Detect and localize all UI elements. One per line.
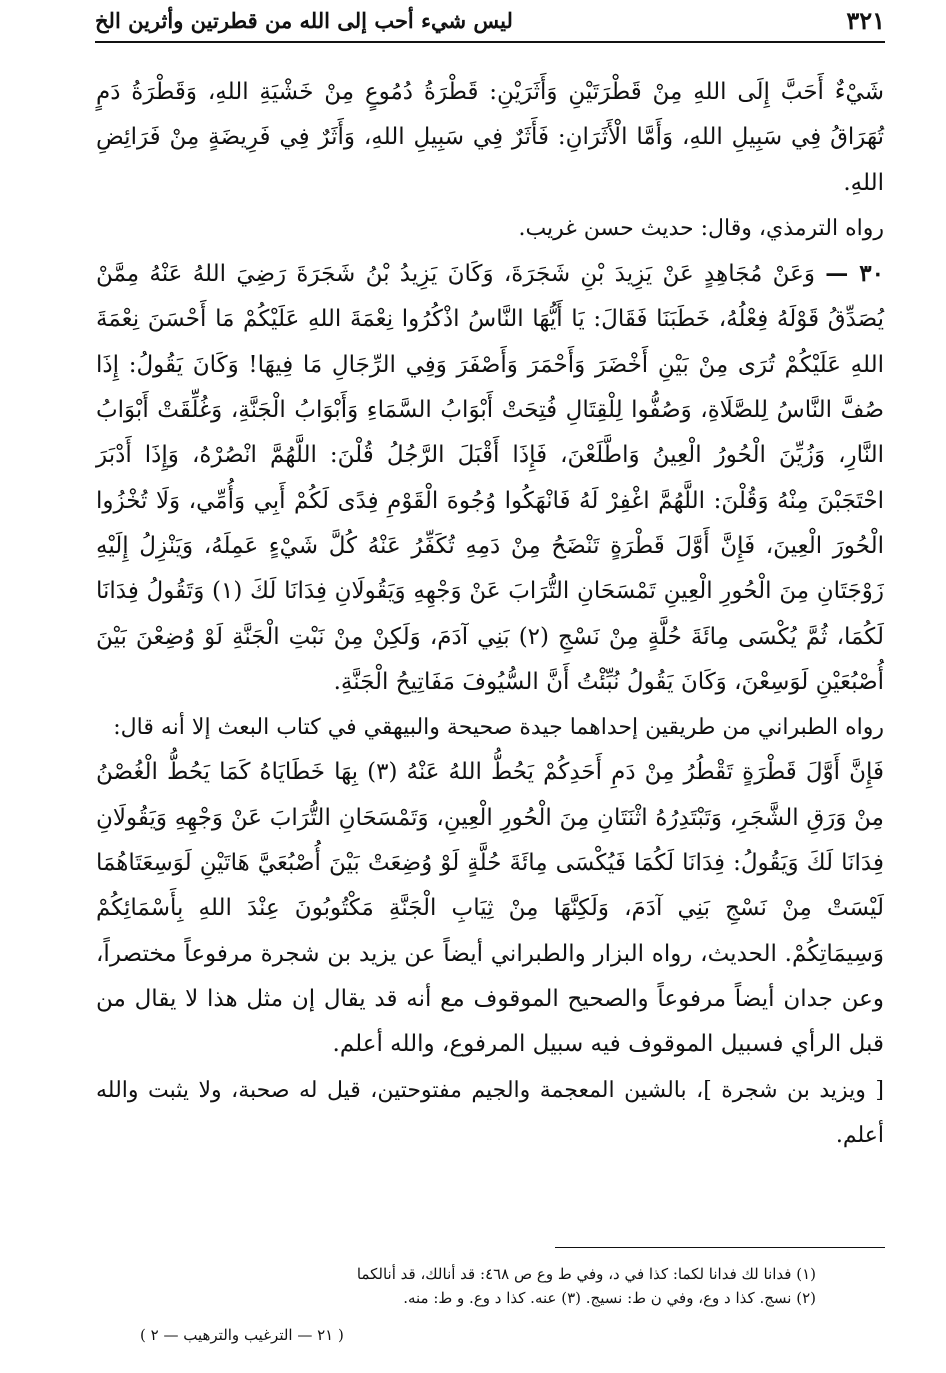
narration-source: رواه الطبراني من طريقين إحداهما جيدة صحيحة والبيهقي في كتاب البعث إلا أنه قال: xyxy=(113,715,884,741)
hadith-continuation: شَيْءٌ أَحَبَّ إِلَى اللهِ مِنْ قَطْرَتَيْنِ وَأَثَرَيْنِ: قَطْرَةُ دُمُوعٍ مِنْ خَشْيَةِ اللهِ، وَقَطْرَةُ دَمٍ تُهَرَاقُ فِي سَبِيلِ اللهِ، وَأَمَّا الْأَثَرَانِ: فَأَثَرٌ فِي سَبِيلِ اللهِ، وَأَثَرٌ فِي فَرِيضَةٍ مِنْ فَرَائِضِ اللهِ. xyxy=(96,79,884,196)
footnotes xyxy=(96,1262,816,1310)
hadith-30-text: وَعَنْ مُجَاهِدٍ عَنْ يَزِيدَ بْنِ شَجَرَةَ، وَكَانَ يَزِيدُ بْنُ شَجَرَةَ رَضِيَ اللهُ عَنْهُ مِمَّنْ يُصَدِّقُ قَوْلَهُ فِعْلُهُ، خَطَبَنَا فَقَالَ: يَا أَيُّهَا النَّاسُ اذْكُرُوا نِعْمَةَ اللهِ عَلَيْكُمْ مَا أَحْسَنَ نِعْمَةَ اللهِ عَلَيْكُمْ تُرَى مِنْ بَيْنِ أَخْضَرَ وَأَحْمَرَ وَأَصْفَرَ وَفِي الرِّجَالِ مَا فِيهَا! وَكَانَ يَقُولُ: إِذَا صُفَّ النَّاسُ لِلصَّلَاةِ، وَصُفُّوا لِلْقِتَالِ فُتِحَتْ أَبْوَابُ السَّمَاءِ وَأَبْوَابُ الْجَنَّةِ، وَغُلِّقَتْ أَبْوَابُ النَّارِ، وَزُيِّنَ الْحُورُ الْعِينُ وَاطَّلَعْنَ، فَإِذَا أَقْبَلَ الرَّجُلُ قُلْنَ: اللَّهُمَّ انْصُرْهُ، وَإِذَا أَدْبَرَ احْتَجَبْنَ مِنْهُ وَقُلْنَ: اللَّهُمَّ اغْفِرْ لَهُ فَانْهَكُوا وُجُوهَ الْقَوْمِ فِدًى لَكُمْ أَبِي وَأُمِّي، وَلَا تُخْزُوا الْحُورَ الْعِينَ، فَإِنَّ أَوَّلَ قَطْرَةٍ تَنْضَحُ مِنْ دَمِهِ تُكَفِّرُ عَنْهُ كُلَّ شَيْءٍ عَمِلَهُ، وَيَنْزِلُ إِلَيْهِ زَوْجَتَانِ مِنَ الْحُورِ الْعِينِ تَمْسَحَانِ التُّرَابَ عَنْ وَجْهِهِ وَيَقُولَانِ فِدَانَا لَكَ (١) وَتَقُولُ فِدَانَا لَكُمَا، ثُمَّ يُكْسَى مِائَةَ حُلَّةٍ مِنْ نَسْجِ (٢) بَنِي آدَمَ، وَلَكِنْ مِنْ نَبْتِ الْجَنَّةِ لَوْ وُضِعْنَ بَيْنَ أُصْبُعَيْنِ لَوَسِعْنَ، وَكَانَ يَقُولُ نُبِّئْتُ أَنَّ السُّيُوفَ مَفَاتِيحُ الْجَنَّةِ. xyxy=(96,261,885,695)
footnote: (٢) نسج. كذا د وع، وفي ن ط: نسيج. (٣) عنه. كذا د وع. و ط: منه. xyxy=(403,1289,816,1307)
footnote: (١) فدانا لك فدانا لكما: كذا في د، وفي ط وع ص ٤٦٨: قد أنالك، قد أنالكما xyxy=(356,1265,816,1283)
narrator-note: [ ويزيد بن شجرة ]، بالشين المعجمة والجيم مفتوحتين، قيل له صحبة، ولا يثبت والله أعلم. xyxy=(96,1077,884,1148)
header-rule xyxy=(95,41,885,43)
page-header xyxy=(95,6,885,38)
running-title: ليس شيء أحب إلى الله من قطرتين وأثرين الخ xyxy=(95,8,513,33)
narration-source: رواه الترمذي، وقال: حديث حسن غريب. xyxy=(518,215,884,241)
page-number: ٣٢١ xyxy=(846,6,885,35)
hadith-30 xyxy=(96,251,884,705)
hadith-number: ٣٠ — xyxy=(825,260,884,288)
variant-narration: فَإِنَّ أَوَّلَ قَطْرَةٍ تَقْطُرُ مِنْ دَمِ أَحَدِكُمْ يَحُطُّ اللهُ عَنْهُ (٣) بِهَا خَطَايَاهُ كَمَا يَحُطُّ الْغُصْنُ مِنْ وَرَقِ الشَّجَرِ، وَتَبْتَدِرُهُ اثْنَتَانِ مِنَ الْحُورِ الْعِينِ، وَتَمْسَحَانِ التُّرَابَ عَنْ وَجْهِهِ وَيَقُولَانِ فِدَانَا لَكَ وَيَقُولُ: فِدَانَا لَكُمَا فَيُكْسَى مِائَةَ حُلَّةٍ لَوْ وُضِعَتْ بَيْنَ أُصْبُعَيَّ هَاتَيْنِ لَوَسِعَتَاهُمَا لَيْسَتْ مِنْ نَسْجِ بَنِي آدَمَ، وَلَكِنَّهَا مِنْ ثِيَابِ الْجَنَّةِ مَكْتُوبُونَ عِنْدَ اللهِ بِأَسْمَائِكُمْ وَسِيمَاتِكُمْ. الحديث، رواه البزار والطبراني أيضاً عن يزيد بن شجرة مرفوعاً مختصراً، وعن جدان أيضاً مرفوعاً والصحيح الموقوف مع أنه قد يقال إن مثل هذا لا يقال من قبل الرأي فسبيل الموقوف فيه سبيل المرفوع، والله أعلم. xyxy=(96,759,884,1058)
printer-signature: ( ٢١ — الترغيب والترهيب — ٢ ) xyxy=(140,1326,344,1344)
footnote-separator xyxy=(555,1247,885,1248)
main-text xyxy=(96,70,884,1158)
